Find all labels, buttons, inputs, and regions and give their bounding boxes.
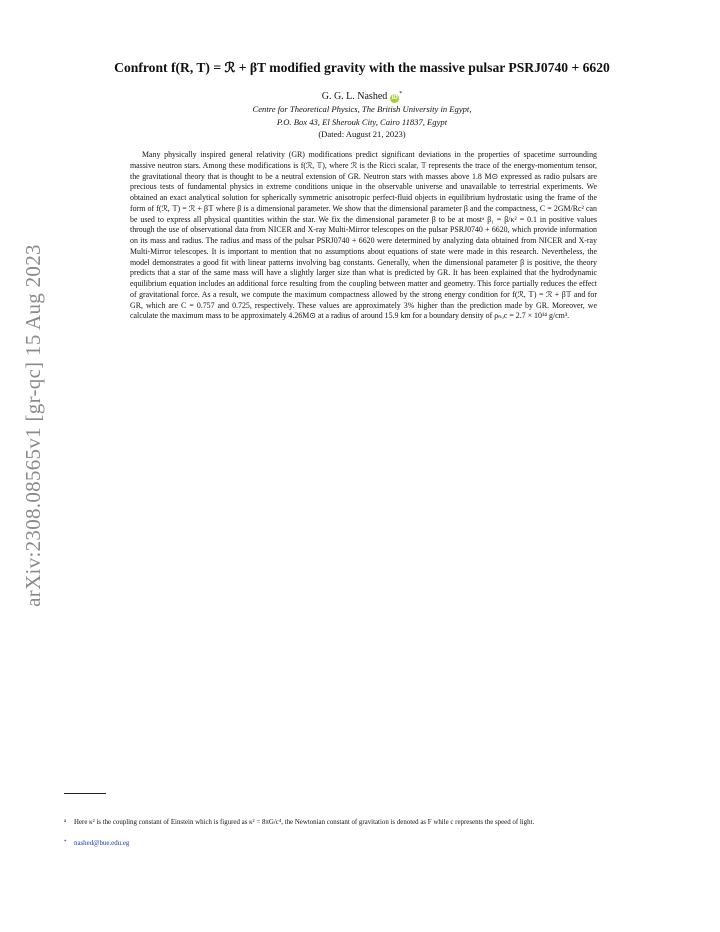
footnote-a	[64, 817, 664, 827]
author-email-link[interactable]: nashed@bue.edu.eg	[74, 840, 130, 847]
abstract-text: Many physically inspired general relativity (GR) modifications predict significant deviations in the properties of spacetime surrounding massive neutron stars. Among these modifications is f(ℛ, 𝕋), where ℛ is the Ricci scalar, 𝕋 represents the trace of the energy-momentum tensor, the gravitational theory that is thought to be a neutral extension of GR. Neutron stars with masses above 1.8 M⊙ expressed as radio pulsars are precious tests of fundamental physics in extreme conditions unique in the observable universe and unavailable to terrestrial experiments. We obtained an exact analytical solution for spherically symmetric anisotropic perfect-fluid objects in equilibrium hydrostatic using the frame of the form of f(ℛ, 𝕋) = ℛ + β𝕋 where β is a dimensional parameter. We show that the dimensional parameter β and the compactness, C = 2GM/Rc² can be used to express all physical quantities within the star. We fix the dimensional parameter β to be at mostᵃ β₁ = β/κ² = 0.1 in positive values through the use of observational data from NICER and X-ray Multi-Mirror telescopes on the pulsar PSRJ0740 + 6620, which provide information on its mass and radius. The radius and mass of the pulsar PSRJ0740 + 6620 were determined by analyzing data obtained from NICER and X-ray Multi-Mirror telescopes. It is important to mention that no assumptions about equations of state were made in this research. Nevertheless, the model demonstrates a good fit with linear patterns involving bag constants. Generally, when the dimensional parameter β is positive, the theory predicts that a star of the same mass will have a slightly larger size than what is predicted by GR. It has been explained that the hydrodynamic equilibrium equation includes an additional force resulting from the coupling between matter and geometry. This force partially reduces the effect of gravitational force. As a result, we compute the maximum compactness allowed by the strong energy condition for f(ℛ, 𝕋) = ℛ + β𝕋 and for GR, which are C = 0.757 and 0.725, respectively. These values are approximately 3% higher than the prediction made by GR. Moreover, we calculate the maximum mass to be approximately 4.26M⊙ at a radius of around 15.9 km for a boundary density of ρₙᵤc = 2.7 × 10¹⁴ g/cm³.	[130, 150, 597, 321]
author-name: G. G. L. Nashed	[321, 91, 388, 102]
footnote-email-mark: *	[64, 840, 67, 845]
footnote-a-text: Here κ² is the coupling constant of Einstein which is figured as κ² = 8πG/c⁴, the Newtonian constant of gravitation is denoted as F while c represents the speed of light.	[74, 819, 535, 826]
author-footnote-mark: *	[399, 91, 403, 97]
arxiv-stamp	[20, 230, 46, 620]
author-line	[60, 91, 664, 103]
orcid-icon[interactable]: iD	[391, 95, 398, 101]
paper-title: Confront f(R, T) = ℛ + βT modified gravity with the massive pulsar PSRJ0740 + 6620	[114, 60, 610, 75]
footnote-divider	[64, 793, 106, 794]
abstract	[130, 150, 597, 322]
footnote-email	[64, 838, 664, 848]
footnote-a-mark: a	[64, 819, 67, 824]
dated-line: (Dated: August 21, 2023)	[318, 129, 406, 139]
arxiv-identifier: arXiv:2308.08565v1 [gr-qc] 15 Aug 2023	[20, 243, 45, 607]
affiliation-line-2: P.O. Box 43, El Sherouk City, Cairo 11837, Egypt	[276, 117, 448, 127]
affiliation-line-1: Centre for Theoretical Physics, The British University in Egypt,	[252, 104, 472, 114]
